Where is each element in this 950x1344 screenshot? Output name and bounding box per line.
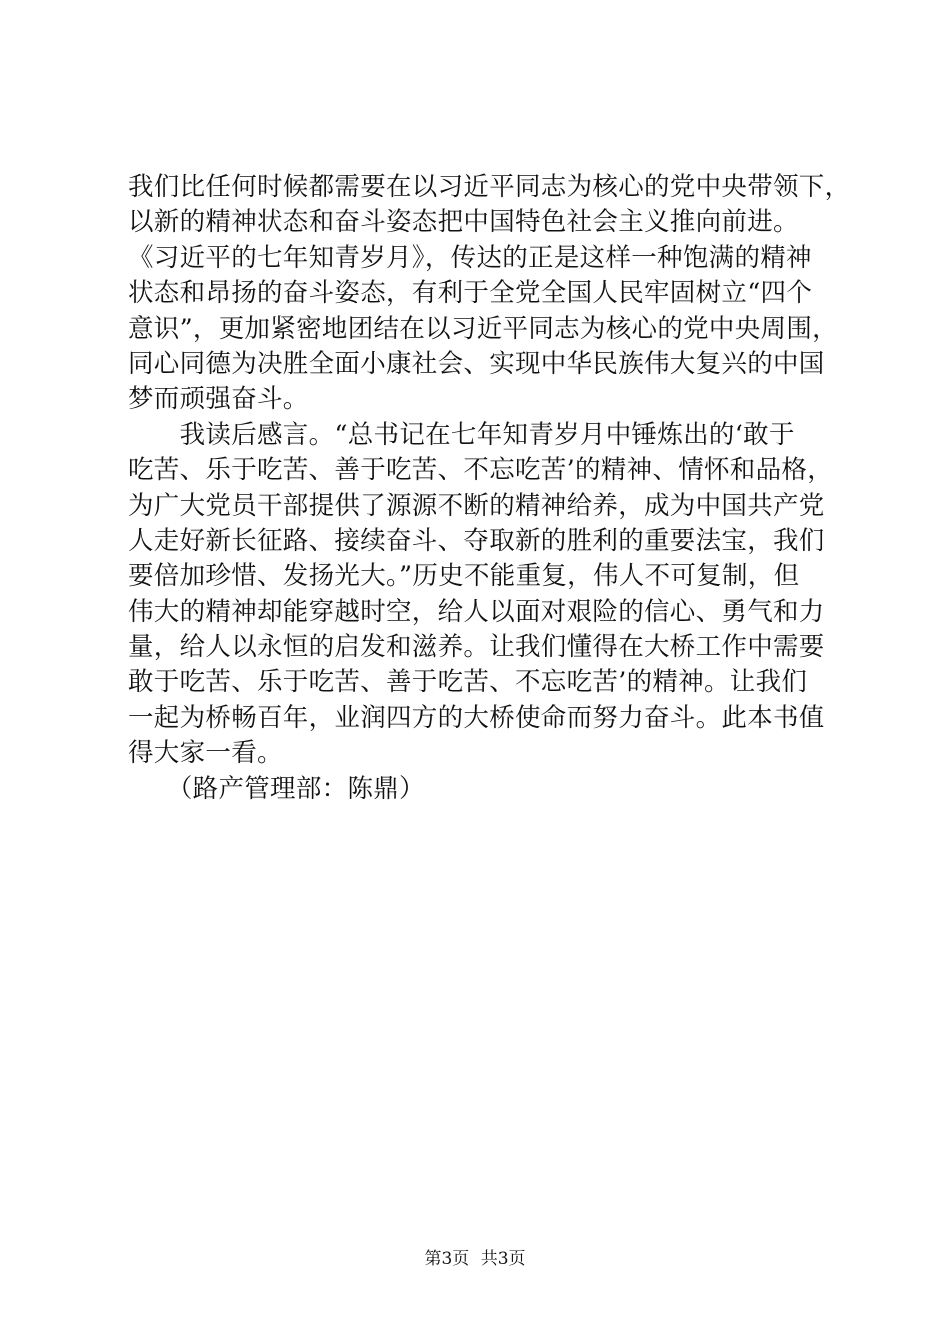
text-line: 人走好新长征路、接续奋斗、夺取新的胜利的重要法宝，我们 — [128, 525, 825, 556]
text-line: 状态和昂扬的奋斗姿态，有利于全党全国人民牢固树立“四个 — [128, 278, 813, 309]
text-line: 量，给人以永恒的启发和滋养。让我们懂得在大桥工作中需要 — [128, 632, 825, 663]
page-total: 共3页 — [480, 1249, 526, 1269]
text-line: 为广大党员干部提供了源源不断的精神给养，成为中国共产党 — [128, 490, 825, 521]
page-number: 第3页 — [424, 1249, 470, 1269]
text-line: 意识”，更加紧密地团结在以习近平同志为核心的党中央周围， — [128, 313, 838, 344]
text-line: 我们比任何时候都需要在以习近平同志为核心的党中央带领下， — [128, 172, 851, 202]
text-line: 梦而顽强奋斗。 — [128, 384, 309, 415]
text-line: 敢于吃苦、乐于吃苦、善于吃苦、不忘吃苦’的精神。让我们 — [128, 667, 808, 698]
text-line: 伟大的精神却能穿越时空，给人以面对艰险的信心、勇气和力 — [128, 596, 825, 627]
author-signature: （路产管理部：陈鼎） — [128, 773, 425, 804]
text-line: 我读后感言。“总书记在七年知青岁月中锤炼出的‘敢于 — [128, 419, 795, 450]
text-line: 《习近平的七年知青岁月》，传达的正是这样一种饱满的精神 — [128, 242, 812, 273]
text-line: 得大家一看。 — [128, 738, 283, 769]
page-footer — [0, 1244, 950, 1269]
text-line: 以新的精神状态和奋斗姿态把中国特色社会主义推向前进。 — [128, 207, 799, 238]
text-line: 同心同德为决胜全面小康社会、实现中华民族伟大复兴的中国 — [128, 348, 825, 379]
text-line: 一起为桥畅百年，业润四方的大桥使命而努力奋斗。此本书值 — [128, 702, 825, 733]
text-line: 要倍加珍惜、发扬光大。”历史不能重复，伟人不可复制，但 — [128, 561, 800, 592]
article-body — [128, 170, 851, 807]
text-line: 吃苦、乐于吃苦、善于吃苦、不忘吃苦’的精神、情怀和品格， — [128, 455, 834, 486]
